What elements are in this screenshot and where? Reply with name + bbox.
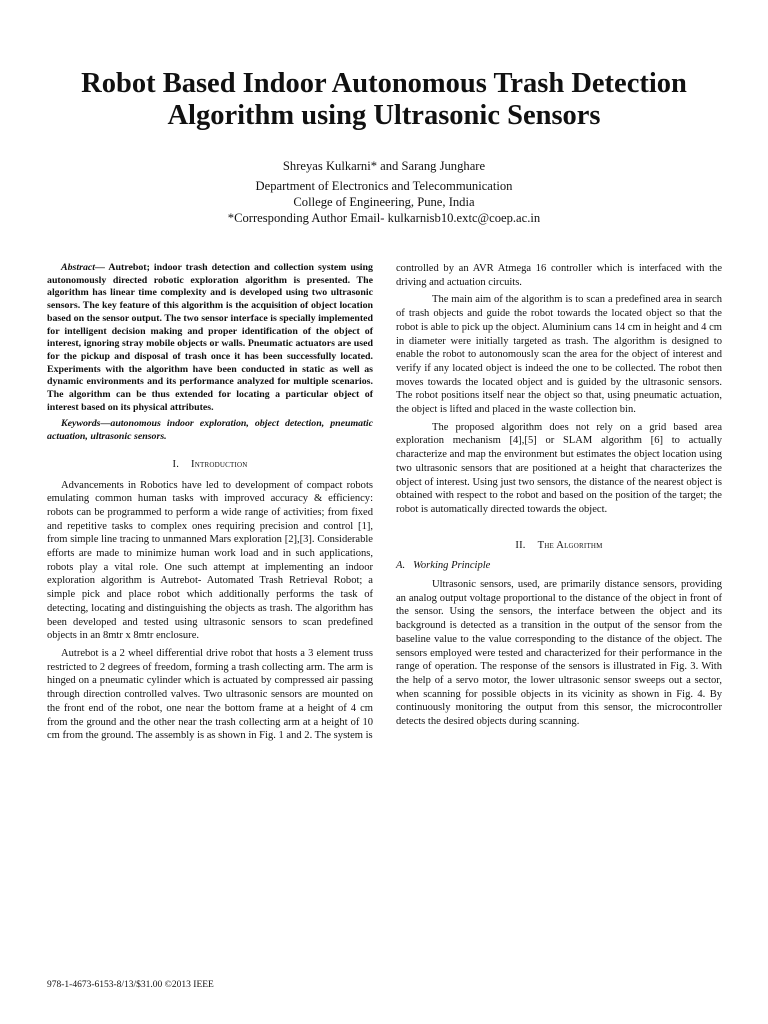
subsection-heading-working-principle [396, 559, 722, 573]
right-column [396, 262, 722, 733]
section-title: The Algorithm [537, 539, 603, 551]
section-heading-introduction [47, 458, 373, 472]
author-names: Shreyas Kulkarni* and Sarang Junghare [282, 159, 486, 173]
paper-title [30, 68, 738, 132]
title-line-1: Robot Based Indoor Autonomous Trash Detection [81, 68, 687, 99]
affiliation-department: Department of Electronics and Telecommunication [255, 179, 513, 193]
subsection-title: Working Principle [413, 560, 491, 572]
intro-paragraph-2: Autrebot is a 2 wheel differential drive robot that hosts a 3 element truss restricted to 2 degrees of freedom, forming a trash collecting arm. The arm is hinged on a pneumatic cylinder which is actuated by compressed air passing through direction controlled valves. Two ultrasonic sensors are mounted on the front end of the robot, one near the bottom frame at a height of 4 cm from the ground and the other near the trash collecting arm at a height of 10 cm from the ground. The assembly is as shown in Fig. 1 and 2. The system is [47, 647, 373, 742]
title-line-2: Algorithm using Ultrasonic Sensors [167, 100, 601, 131]
intro-paragraph-4: The proposed algorithm does not rely on a grid based area exploration mechanism [4],[5] or SLAM algorithm [6] to actually characterize and map the environment but estimates the object location using two ultrasonic sensors that are positioned at a height that characterizes the object of interest. Using just two sensors, the distance of the nearest object is obtained with respect to the robot and based on the position of the target; the robot is automatically directed towards the object. [396, 421, 722, 515]
intro-paragraph-2-continued: controlled by an AVR Atmega 16 controller which is interfaced with the driving and actuation circuits. [396, 263, 722, 288]
keywords [47, 418, 373, 443]
subsection-number: A. [396, 560, 406, 572]
left-column [47, 262, 373, 747]
algorithm-paragraph-1: Ultrasonic sensors, used, are primarily distance sensors, providing an analog output voltage proportional to the distance of the object in front of the sensor. Using the sensors, the interface between the object and its background is detected as a transition in the output of the sensor from the baseline value to the value corresponding to the distance of the object. The sensors employed were tested and characterized for their performance in the range of operation. The response of the sensors is illustrated in Fig. 3. With the help of a servo motor, the lower ultrasonic sensor sweeps out a sector, when scanning for possible objects in its vicinity as shown in Fig. 4. By continuously monitoring the output from this sensor, the microcontroller detects the desired objects during scanning. [396, 579, 722, 728]
section-heading-algorithm [396, 539, 722, 553]
section-number: I. [172, 458, 180, 470]
keywords-dash: — [100, 418, 111, 430]
intro-paragraph-1: Advancements in Robotics have led to development of compact robots emulating common human tasks with improved accuracy & efficiency: robots can be programmed to perform a wide range of activities; from fixed and repetitive tasks to complex ones requiring precision and control [1], from simple line tracing to unmanned Mars exploration [2],[3]. Considerable efforts are made to minimize human work load and in such applications, robots play a vital role. One such attempt at implementing an indoor exploration algorithm is Autrebot- Automated Trash Retrieval Robot; a simple pick and place robot which additionally performs the task of detecting, locating and distinguishing the objects as trash. The algorithm has been developed and tested using ultrasonic sensors to scan predefined objects in an 8mtr x 8mtr enclosure. [47, 479, 373, 642]
keywords-text: autonomous indoor exploration, object detection, pneumatic actuation, ultrasonic sensors. [47, 418, 373, 443]
abstract-dash: — [95, 262, 105, 273]
abstract [47, 262, 373, 414]
section-title: Introduction [191, 458, 248, 470]
section-number: II. [515, 539, 526, 551]
intro-paragraph-3: The main aim of the algorithm is to scan a predefined area in search of trash objects and guide the robot towards the located object so that the robot is able to pick up the object. Aluminium cans 14 cm in height and 4 cm in diameter were initially targeted as trash. The algorithm is designed to enable the robot to autonomously scan the area for the object of interest and verify if any located object is indeed the one to be collected. The robot then moves towards the located object and is guided by the ultrasonic sensors. The robot positions itself near the object so that, using pneumatic actuation, the object is lifted and placed in the waste collection bin. [396, 294, 722, 416]
affiliation-college: College of Engineering, Pune, India [293, 195, 475, 209]
author-block [60, 158, 708, 226]
keywords-label: Keywords [61, 418, 101, 430]
abstract-text: Autrebot; indoor trash detection and collection system using autonomously directed robotic exploration algorithm is presented. The algorithm has linear time complexity and is developed using two ultrasonic sensors. The key feature of this algorithm is the acquisition of object location based on the sensor output. The two sensor interface is specially implemented for intelligent decision making and proper identification of the object of interest, ignoring stray mobile objects or walls. Pneumatic actuators are used for the pickup and disposal of trash once it has been successfully located. Experiments with the algorithm have been conducted in static as well as dynamic environments and its performance analyzed for multiple scenarios. The algorithm can be thus extended for locating a particular object of interest based on its physical attributes. [47, 262, 373, 413]
abstract-label: Abstract [61, 262, 96, 273]
corresponding-author-email: *Corresponding Author Email- kulkarnisb10.extc@coep.ac.in [227, 211, 541, 225]
copyright-footer: 978-1-4673-6153-8/13/$31.00 ©2013 IEEE [47, 980, 214, 990]
